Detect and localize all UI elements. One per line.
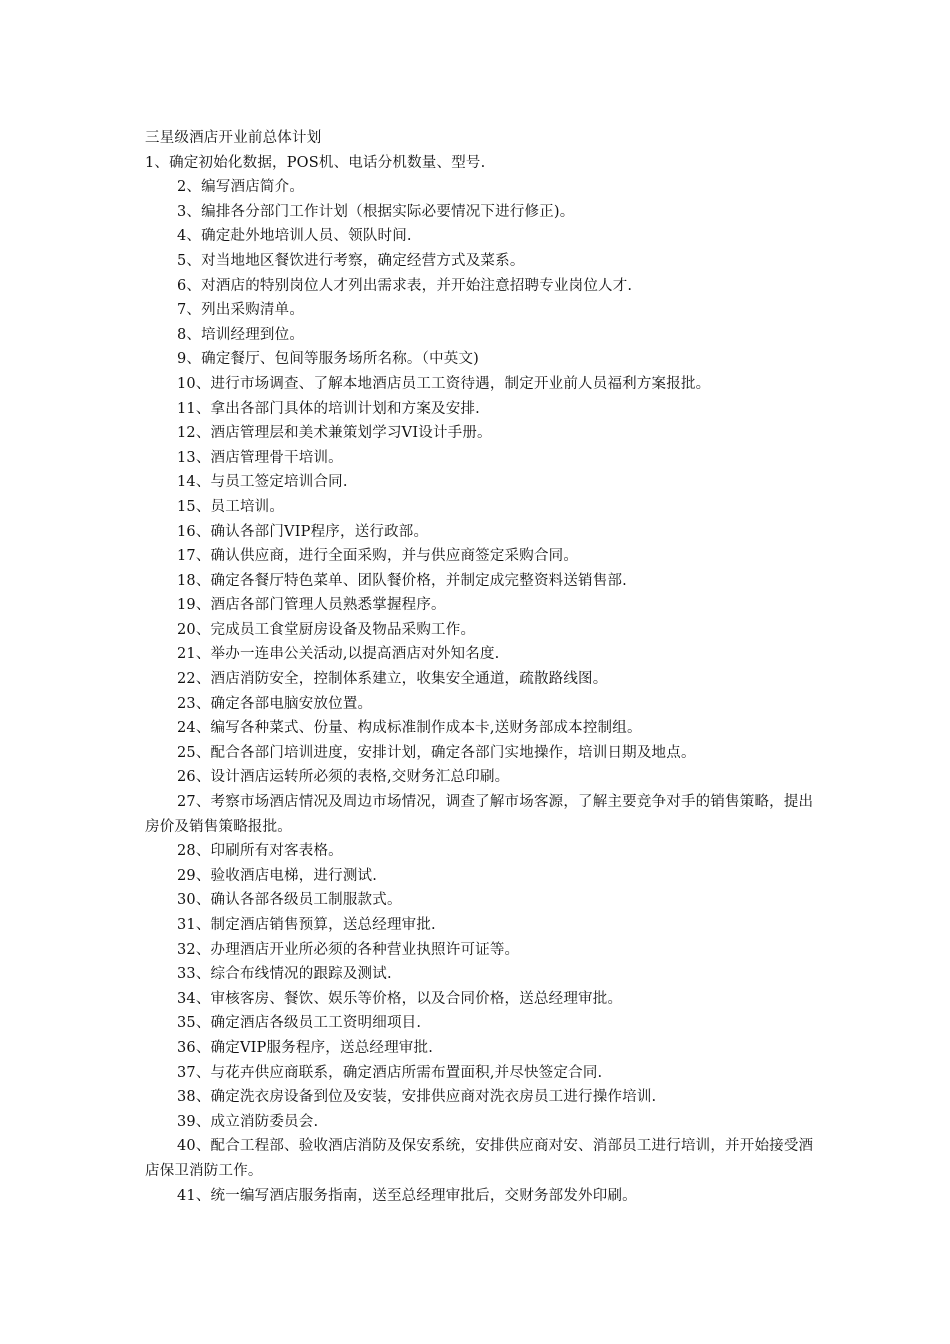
plan-item: 30、确认各部各级员工制服款式。 [177, 892, 402, 909]
plan-item: 17、确认供应商，进行全面采购，并与供应商签定采购合同。 [177, 548, 579, 565]
document-body [145, 126, 815, 1208]
plan-item: 15、员工培训。 [177, 498, 285, 515]
plan-item: 31、制定酒店销售预算，送总经理审批. [177, 917, 436, 933]
plan-item: 18、确定各餐厅特色菜单、团队餐价格，并制定成完整资料送销售部. [177, 572, 627, 589]
plan-item: 8、培训经理到位。 [177, 326, 305, 343]
plan-item: 19、酒店各部门管理人员熟悉掌握程序。 [177, 597, 446, 614]
plan-item: 1、确定初始化数据，POS机、电话分机数量、型号. [145, 154, 486, 171]
plan-item: 12、酒店管理层和美术兼策划学习VI设计手册。 [177, 425, 492, 442]
plan-item: 7、列出采购清单。 [177, 302, 305, 319]
plan-item: 28、印刷所有对客表格。 [177, 843, 343, 860]
plan-item: 20、完成员工食堂厨房设备及物品采购工作。 [177, 621, 476, 638]
plan-item: 33、综合布线情况的跟踪及测试. [177, 966, 392, 983]
plan-item: 41、统一编写酒店服务指南，送至总经理审批后，交财务部发外印刷。 [177, 1187, 637, 1204]
plan-item: 38、确定洗衣房设备到位及安装，安排供应商对洗衣房员工进行操作培训. [177, 1089, 657, 1106]
plan-item-list [145, 151, 815, 1209]
plan-item: 9、确定餐厅、包间等服务场所名称。（中英文) [177, 351, 480, 368]
plan-item: 37、与花卉供应商联系，确定酒店所需布置面积,并尽快签定合同. [177, 1064, 603, 1081]
plan-item: 13、酒店管理骨干培训。 [177, 449, 343, 466]
plan-item: 23、确定各部电脑安放位置。 [177, 695, 373, 712]
plan-item: 16、确认各部门VIP程序，送行政部。 [177, 523, 429, 540]
plan-item: 21、举办一连串公关活动,以提高酒店对外知名度. [177, 646, 500, 663]
plan-item: 14、与员工签定培训合同. [177, 474, 348, 491]
plan-item: 2、编写酒店简介。 [177, 179, 305, 196]
plan-item: 22、酒店消防安全，控制体系建立，收集安全通道，疏散路线图。 [177, 671, 608, 688]
plan-item: 32、办理酒店开业所必须的各种营业执照许可证等。 [177, 941, 520, 958]
plan-item: 29、验收酒店电梯，进行测试. [177, 867, 378, 884]
plan-item: 27、考察市场酒店情况及周边市场情况，调查了解市场客源，了解主要竞争对手的销售策略，提出房价及销售策略报批。 [145, 794, 814, 835]
plan-item: 26、设计酒店运转所必须的表格,交财务汇总印刷。 [177, 769, 510, 786]
document-title: 三星级酒店开业前总体计划 [145, 130, 322, 146]
plan-item: 5、对当地地区餐饮进行考察，确定经营方式及菜系。 [177, 252, 525, 269]
plan-item: 6、对酒店的特别岗位人才列出需求表，并开始注意招聘专业岗位人才. [177, 277, 633, 294]
plan-item: 4、确定赴外地培训人员、领队时间. [177, 228, 412, 245]
plan-item: 39、成立消防委员会. [177, 1113, 319, 1130]
plan-item: 25、配合各部门培训进度，安排计划，确定各部门实地操作，培训日期及地点。 [177, 744, 696, 761]
plan-item: 10、进行市场调查、了解本地酒店员工工资待遇，制定开业前人员福利方案报批。 [177, 375, 711, 392]
plan-item: 36、确定VIP服务程序，送总经理审批. [177, 1039, 434, 1056]
plan-item: 24、编写各种菜式、份量、构成标准制作成本卡,送财务部成本控制组。 [177, 720, 642, 737]
plan-item: 35、确定酒店各级员工工资明细项目. [177, 1015, 422, 1032]
plan-item: 40、配合工程部、验收酒店消防及保安系统，安排供应商对安、消部员工进行培训，并开始接受酒店保卫消防工作。 [145, 1138, 814, 1179]
plan-item: 34、审核客房、餐饮、娱乐等价格，以及合同价格，送总经理审批。 [177, 990, 623, 1007]
plan-item: 3、编排各分部门工作计划（根据实际必要情况下进行修正)。 [177, 203, 575, 220]
plan-item: 11、拿出各部门具体的培训计划和方案及安排. [177, 400, 480, 417]
